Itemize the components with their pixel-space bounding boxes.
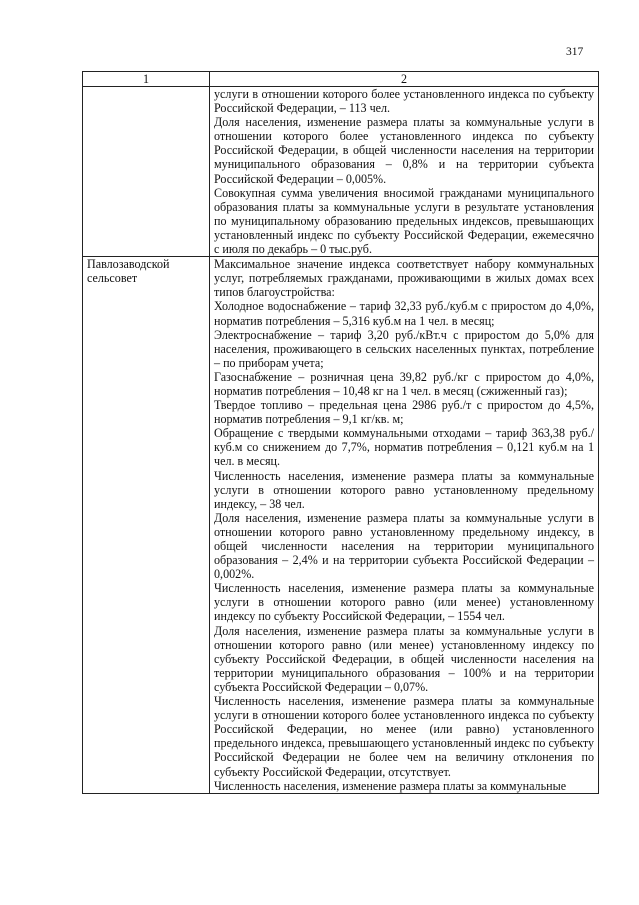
description-cell	[210, 257, 599, 794]
paragraph: Газоснабжение – розничная цена 39,82 руб./кг с приростом до 4,0%, норматив потребления – 10,48 кг на 1 чел. в месяц (сжиженный газ);	[214, 369, 594, 398]
table-header-row	[83, 72, 599, 87]
paragraph: Численность населения, изменение размера платы за коммунальные	[214, 778, 567, 793]
table-row	[83, 87, 599, 257]
paragraph: Максимальное значение индекса соответствует набору коммунальных услуг, потребляемых гражданами, проживающими в жилых домах всех типов благоустройства:	[214, 257, 594, 300]
column-header-1: 1	[83, 72, 210, 87]
paragraph: Численность населения, изменение размера платы за коммунальные услуги в отношении которого более установленного индекса по субъекту Российской Федерации, но менее (или равно) установленного предельного индекса, превышающего установленный индекс по субъекту Российской Федерации не более чем на величину отклонения по субъекту Российской Федерации, отсутствует.	[214, 694, 594, 779]
data-table	[82, 71, 599, 794]
entity-cell	[83, 87, 210, 257]
paragraph: Доля населения, изменение размера платы за коммунальные услуги в отношении которого более установленного индекса по субъекту Российской Федерации, в общей численности населения на территории муниципального образования – 0,8% и на территории субъекта Российской Федерации – 0,005%.	[214, 115, 594, 186]
entity-cell: Павлозаводской сельсовет	[83, 257, 210, 794]
paragraph: Численность населения, изменение размера платы за коммунальные услуги в отношении которого равно (или менее) установленному индексу по субъекту Российской Федерации, – 1554 чел.	[214, 581, 594, 624]
description-cell	[210, 87, 599, 257]
paragraph: Доля населения, изменение размера платы за коммунальные услуги в отношении которого равно (или менее) установленному индексу по субъекту Российской Федерации, в общей численности населения на территории муниципального образования – 100% и на территории субъекта Российской Федерации – 0,07%.	[214, 623, 594, 694]
page-number: 317	[566, 46, 584, 58]
column-header-2: 2	[210, 72, 599, 87]
table-row	[83, 257, 599, 794]
paragraph: Холодное водоснабжение – тариф 32,33 руб./куб.м с приростом до 4,0%, норматив потребления – 5,316 куб.м на 1 чел. в месяц;	[214, 299, 594, 328]
paragraph: Численность населения, изменение размера платы за коммунальные услуги в отношении которого равно установленному предельному индексу, – 38 чел.	[214, 468, 594, 511]
paragraph: Совокупная сумма увеличения вносимой гражданами муниципального образования платы за коммунальные услуги в результате установления по муниципальному образованию предельных индексов, превышающих установленный индекс по субъекту Российской Федерации, ежемесячно с июля по декабрь – 0 тыс.руб.	[214, 185, 594, 257]
paragraph: Доля населения, изменение размера платы за коммунальные услуги в отношении которого равно установленному предельному индексу, в общей численности населения на территории муниципального образования – 2,4% и на территории субъекта Российской Федерации – 0,002%.	[214, 510, 594, 582]
paragraph: Твердое топливо – предельная цена 2986 руб./т с приростом до 4,5%, норматив потребления – 9,1 кг/кв. м;	[214, 398, 594, 427]
paragraph: Обращение с твердыми коммунальными отходами – тариф 363,38 руб./куб.м со снижением до 7,7%, норматив потребления – 0,121 куб.м на 1 чел. в месяц.	[214, 426, 594, 469]
paragraph: Электроснабжение – тариф 3,20 руб./кВт.ч с приростом до 5,0% для населения, проживающего в сельских населенных пунктах, потребление – по приборам учета;	[214, 327, 594, 370]
paragraph: услуги в отношении которого более установленного индекса по субъекту Российской Федерации, – 113 чел.	[214, 87, 594, 116]
